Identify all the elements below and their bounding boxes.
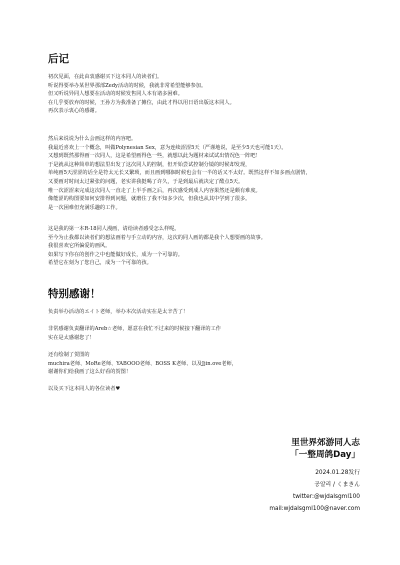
- afterword-intro-line: 初次见面，在此由衷感谢买下这本同人的读者们。: [48, 74, 163, 80]
- blank-line: [48, 317, 368, 326]
- afterword-body-line: 然后来说说为什么会画这样的内容吧。: [48, 136, 137, 142]
- afterword-intro-line: 再次表示衷心的感谢。: [48, 108, 100, 115]
- afterword-body-line: 又要画对时间太过紧张的问题，老实讲我挺喝了许久，于是到最后就决定了酷点5天。: [48, 178, 244, 185]
- afterword-note-line: 这是我的第一本R-18同人漫画，请给读者感受怎么样呢。: [48, 226, 180, 232]
- thanks-line: 负责举办活动的エイト老师，举办本次活动实在是太辛苦了！: [48, 309, 189, 315]
- thanks-line: 谢谢你们给我画了这么好看的贺图！: [48, 369, 132, 376]
- afterword-note-line: 如果写下你在的创作之中也能做好成长，成为一个可靠的。: [48, 251, 183, 258]
- afterword-body-line: 又想到既然那得画一次同人，这是希望画得色一些，就想以此为题材来试试出情况色一阵吧！: [48, 153, 261, 160]
- afterword-body-line: 是一次困难但充满乐趣的工作。: [48, 204, 121, 211]
- afterword-intro-paragraph: [48, 73, 368, 116]
- afterword-body-line: 我最近喜欢上一个概念，叫做Polynesian Sex，意为连续涩涩5天（严谨地说，是至少5天也可能1天）。: [48, 144, 287, 151]
- afterword-intro-line: 听说得要举办某世界那部Zedy活动的时候，我就非常希望能够参加。: [48, 82, 207, 89]
- colophon-title: 里世界郊游同人志: [291, 438, 360, 448]
- afterword-body-paragraph: [48, 135, 368, 212]
- afterword-note-paragraph: [48, 225, 368, 268]
- afterword-heading: 后记: [48, 53, 69, 65]
- special-thanks-heading: 特别感谢！: [48, 288, 101, 300]
- special-thanks-paragraph: [48, 308, 368, 394]
- thanks-line: 以及买下这本同人的各位读者♥: [48, 386, 121, 393]
- blank-line: [48, 342, 368, 351]
- twitter-handle: twitter:@wjdalsgml100: [293, 494, 360, 500]
- colophon: [160, 438, 360, 515]
- thanks-line: 非常感谢负责翻译的Areb☆老师，愿意在我忙不过来的时候接下翻译的工作: [48, 326, 221, 333]
- afterword-intro-line: 在几乎要放弃的时候，王孙方为我准备了摊位，由此才得以用日语出版这本同人。: [48, 99, 235, 106]
- publish-date: 2024.01.28发行: [315, 470, 360, 476]
- colophon-subtitle: 「一整周鸽Day」: [290, 449, 360, 460]
- afterword-intro-line: 但又听说异同人想要在活动的时候发售同人本有诸多困难。: [48, 91, 183, 98]
- afterword-body-line: 单纯画5天涩涩的话全是符太元长又繁琐，而且画到哪個时候也会有一半的话又不太好。既然这样不如多画点剧情，: [48, 170, 311, 177]
- afterword-note-line: 我很喜欢它所偏爱的画风。: [48, 243, 111, 250]
- thanks-line: 实在是太感谢您了！: [48, 334, 95, 341]
- afterword-body-line: 于是就从这种简单的想法里出发了这次同人的控制，但开始尝试控制分镜的时候却发现，: [48, 161, 251, 168]
- afterword-body-line: 唯一次涩涩来完成这次同人一直走了上半手画之后，再次感受到成人内容果然还是颇有难度。: [48, 187, 261, 194]
- afterword-note-line: 希望它在刻为了您自己，成为一个可靠的孩。: [48, 260, 152, 267]
- contact-email: mail:wjdalsgml100@naver.com: [269, 506, 360, 512]
- afterword-body-line: 像能涩的构图要如何安排得到问题，就磨住了我不知多少次，但我也从其中学到了很多。: [48, 196, 251, 203]
- thanks-line: 还有绘制了贺图的: [48, 351, 90, 358]
- blank-line: [48, 377, 368, 386]
- afterword-note-line: 至今为止我都以读者们的想法画着与手立动的内容，这次的同人画的都是我个人想要画的故事。: [48, 234, 266, 241]
- author-name: 공알리 / くまきん: [314, 482, 360, 488]
- thanks-line: muchira老师、MoRe老师、YABOOO老师、BOSS K老师、以及Jjin.ove老师，: [48, 360, 237, 367]
